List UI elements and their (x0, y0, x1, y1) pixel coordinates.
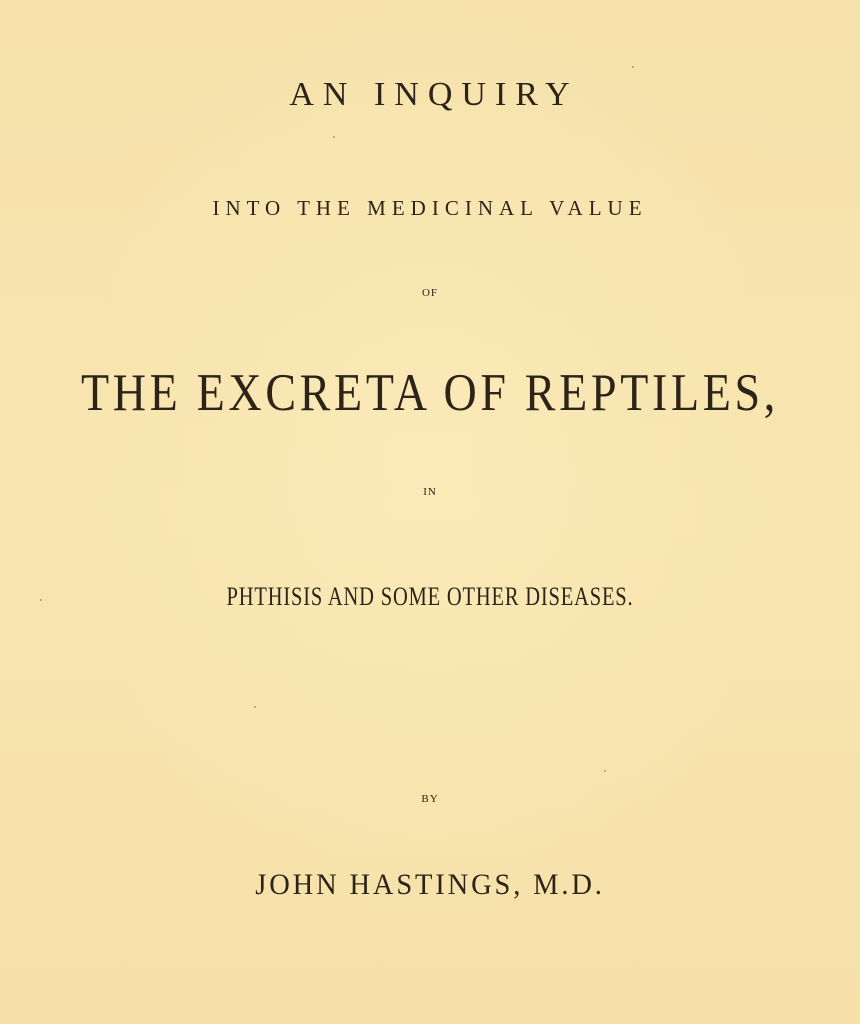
connector-of: OF (421, 287, 439, 299)
connector-by: BY (421, 793, 439, 805)
book-title: AN INQUIRY (289, 76, 579, 113)
paper-speck (40, 599, 42, 601)
paper-speck (254, 706, 256, 708)
connector-in: IN (423, 486, 437, 498)
paper-speck (604, 770, 606, 772)
paper-speck (632, 66, 634, 68)
book-subtitle: INTO THE MEDICINAL VALUE (212, 196, 648, 220)
book-headline: THE EXCRETA OF REPTILES, (81, 362, 779, 422)
book-diseases-line: PHTHISIS AND SOME OTHER DISEASES. (226, 582, 634, 612)
paper-speck (333, 136, 335, 138)
book-author: JOHN HASTINGS, M.D. (255, 868, 605, 901)
